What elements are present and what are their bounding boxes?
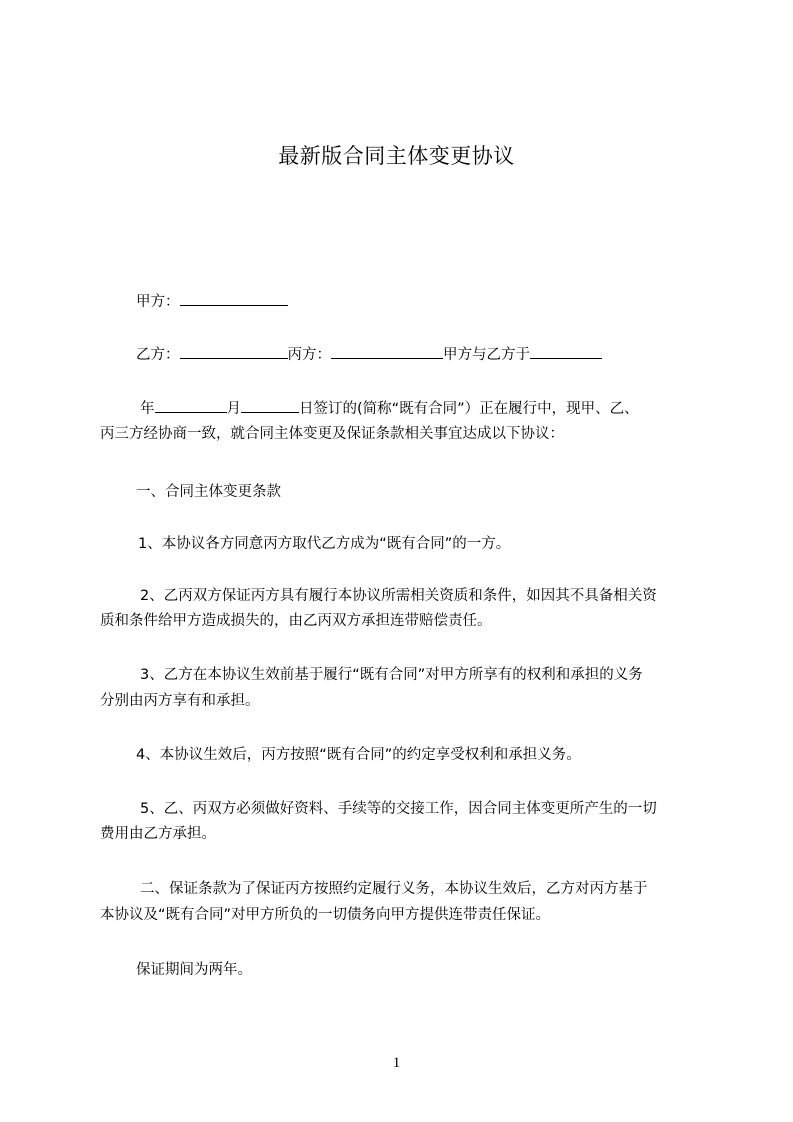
signing-party-blank[interactable] — [530, 344, 602, 359]
date-line — [100, 398, 710, 419]
section2-line1: 二、保证条款为了保证丙方按照约定履行义务，本协议生效后，乙方对丙方基于 — [140, 881, 648, 897]
clause-4: 4、本协议生效后，丙方按照“既有合同”的约定享受权利和承担义务。 — [136, 747, 581, 763]
section2-line2: 本协议及“既有合同”对甲方所负的一切债务向甲方提供连带责任保证。 — [100, 907, 551, 923]
date-month-label: 月 — [226, 401, 241, 417]
party-b-blank[interactable] — [180, 344, 288, 359]
party-ab-signed: 甲方与乙方于 — [443, 347, 530, 363]
clause-2-line1: 2、乙丙双方保证丙方具有履行本协议所需相关资质和条件，如因其不具备相关资 — [140, 588, 657, 604]
clause-3-line2: 分别由丙方享有和承担。 — [100, 693, 260, 709]
section1-heading: 一、合同主体变更条款 — [136, 484, 281, 500]
date-year-label: 年 — [140, 401, 155, 417]
party-b-label: 乙方： — [136, 347, 180, 363]
date-day-rest: 日签订的(简称“既有合同”）正在履行中，现甲、乙、 — [299, 401, 639, 417]
page-number: 1 — [392, 1055, 401, 1071]
party-b-c-line — [100, 344, 710, 365]
date-month-blank[interactable] — [155, 398, 227, 413]
party-a-line — [100, 291, 710, 312]
clause-5-line2: 费用由乙方承担。 — [100, 826, 216, 842]
clause-5-line1: 5、乙、丙双方必须做好资料、手续等的交接工作，因合同主体变更所产生的一切 — [140, 801, 657, 817]
clause-1: 1、本协议各方同意丙方取代乙方成为“既有合同”的一方。 — [138, 536, 511, 552]
party-c-blank[interactable] — [331, 344, 443, 359]
intro-continuation: 丙三方经协商一致，就合同主体变更及保证条款相关事宜达成以下协议： — [100, 426, 564, 442]
guarantee-period: 保证期间为两年。 — [136, 962, 252, 978]
date-day-blank[interactable] — [241, 398, 299, 413]
document-title: 最新版合同主体变更协议 — [278, 144, 515, 168]
party-c-label: 丙方： — [287, 347, 331, 363]
party-a-blank[interactable] — [180, 291, 288, 306]
party-a-label: 甲方： — [136, 294, 180, 310]
clause-2-line2: 质和条件给甲方造成损失的，由乙丙双方承担连带赔偿责任。 — [100, 613, 492, 629]
clause-3-line1: 3、乙方在本协议生效前基于履行“既有合同”对甲方所享有的权利和承担的义务 — [140, 667, 643, 683]
